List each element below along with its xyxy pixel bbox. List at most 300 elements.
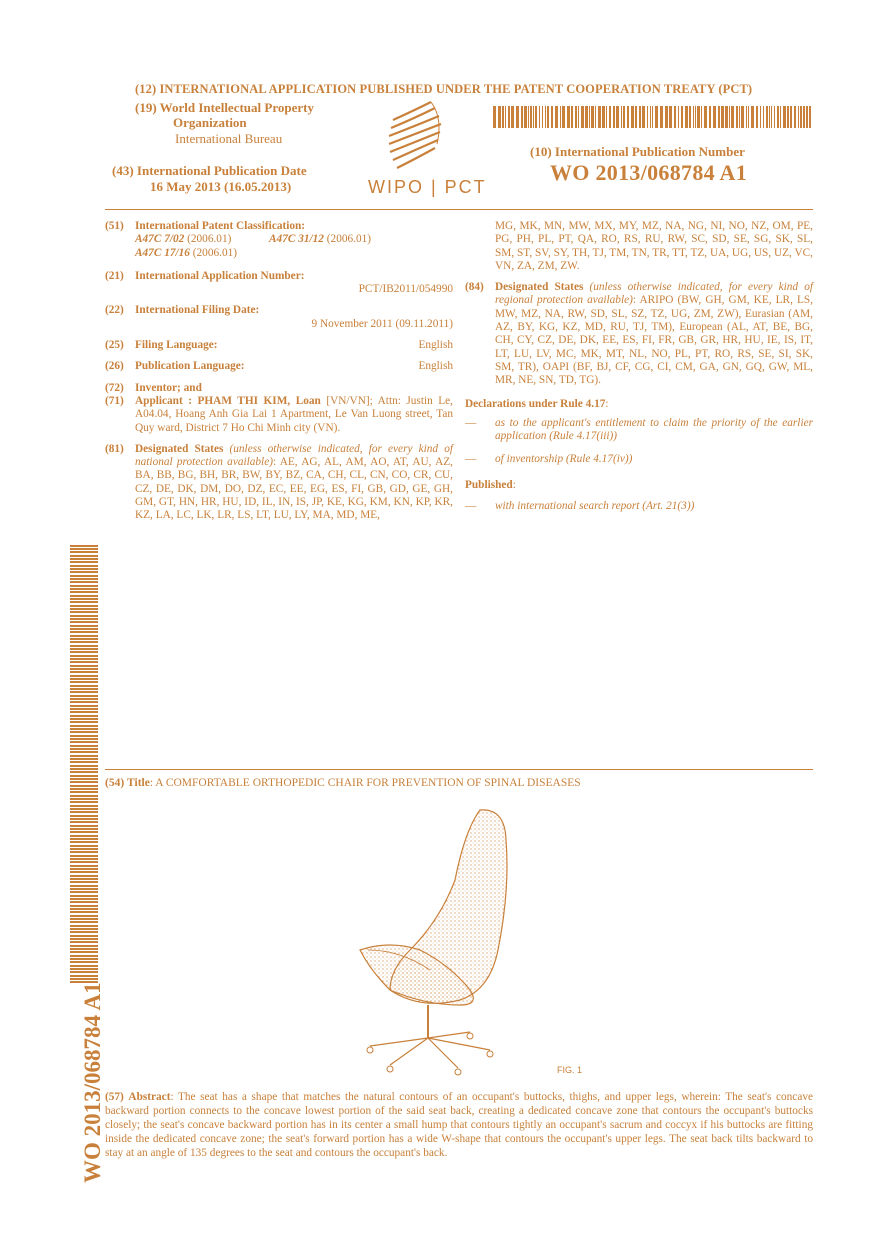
barcode-bar bbox=[806, 106, 808, 128]
applicant-name: Applicant : PHAM THI KIM, Loan bbox=[135, 394, 321, 407]
barcode-bar bbox=[748, 106, 749, 128]
barcode-bar bbox=[695, 106, 696, 128]
dash-bullet: — bbox=[465, 416, 477, 429]
field-number: (21) bbox=[105, 269, 124, 282]
barcode-bar bbox=[70, 608, 98, 610]
barcode-bar bbox=[70, 578, 98, 580]
barcode-bar bbox=[70, 888, 98, 890]
field-72 bbox=[105, 382, 453, 395]
barcode-bar bbox=[70, 625, 98, 627]
dash-bullet: — bbox=[465, 500, 477, 513]
barcode-bar bbox=[70, 951, 98, 953]
field-label: International Application Number: bbox=[135, 269, 305, 282]
barcode-bar bbox=[674, 106, 676, 128]
field-number: (81) bbox=[105, 442, 124, 455]
field-note: (unless otherwise indicated, for every kind of regional protection available) bbox=[495, 281, 813, 307]
barcode-bar bbox=[70, 815, 98, 817]
barcode-bar bbox=[70, 788, 98, 790]
barcode-bar bbox=[70, 948, 98, 950]
barcode-bar bbox=[70, 565, 98, 567]
barcode-bar bbox=[606, 106, 607, 128]
barcode-bar bbox=[589, 106, 590, 128]
barcode-bar bbox=[70, 965, 98, 967]
barcode-bar bbox=[780, 106, 781, 128]
barcode-bar bbox=[70, 978, 98, 980]
declaration-item bbox=[465, 417, 813, 444]
barcode-bar bbox=[70, 851, 98, 853]
barcode-bar bbox=[70, 898, 98, 900]
barcode-bar bbox=[528, 106, 529, 128]
publication-number: WO 2013/068784 A1 bbox=[550, 160, 747, 185]
barcode-bar bbox=[771, 106, 772, 128]
barcode-bar bbox=[70, 595, 98, 597]
barcode-bar bbox=[70, 841, 98, 843]
barcode-bar bbox=[508, 106, 510, 128]
barcode-bar bbox=[70, 631, 98, 633]
barcode-bar bbox=[70, 751, 98, 753]
field-number: (72) bbox=[105, 381, 124, 394]
barcode-bar bbox=[595, 106, 596, 128]
barcode-bar bbox=[539, 106, 540, 128]
barcode-bar bbox=[70, 808, 98, 810]
barcode-bar bbox=[665, 106, 668, 128]
barcode-bar bbox=[70, 585, 98, 587]
barcode-bar bbox=[718, 106, 720, 128]
barcode-bar bbox=[575, 106, 577, 128]
barcode-bar bbox=[609, 106, 611, 128]
barcode-bar bbox=[70, 975, 98, 977]
barcode-bar bbox=[70, 805, 98, 807]
barcode-bar bbox=[70, 701, 98, 703]
national-states-list: : AE, AG, AL, AM, AO, AT, AU, AZ, BA, BB, BG, BH, BR, BW, BY, BZ, CA, CH, CL, CN, CO, CR, CU, CZ, DE, DK, DM, DO, DZ, EC, EE, EG, ES, FI, GB, GD, GE, GH, GM, GT, HN, HR, HU, ID, IL, IN, IS, JP, KE, KG, KM, KN, KP, KR, KZ, LA, LC, LK, LR, LS, LT, LU, LY, MA, MD, ME, bbox=[135, 456, 453, 522]
barcode-bar bbox=[635, 106, 637, 128]
barcode-bar bbox=[70, 678, 98, 680]
ipc-year: (2006.01) bbox=[326, 233, 372, 246]
field-26 bbox=[105, 360, 453, 373]
barcode-bar bbox=[70, 928, 98, 930]
barcode-bar bbox=[70, 555, 98, 557]
barcode-bar bbox=[70, 918, 98, 920]
barcode-bar bbox=[591, 106, 594, 128]
barcode-bar bbox=[70, 968, 98, 970]
title-number: (54) bbox=[105, 777, 125, 789]
barcode-bar bbox=[685, 106, 688, 128]
barcode-bar bbox=[627, 106, 629, 128]
barcode-bar bbox=[613, 106, 615, 128]
barcode-bar bbox=[787, 106, 789, 128]
barcode-bar bbox=[70, 715, 98, 717]
field-71 bbox=[105, 395, 453, 435]
barcode-bar bbox=[524, 106, 527, 128]
field-label: Filing Language: bbox=[135, 339, 218, 352]
barcode-bar bbox=[70, 601, 98, 603]
barcode-bar bbox=[70, 885, 98, 887]
ipc-code: A47C 7/02 bbox=[135, 233, 185, 246]
barcode-bar bbox=[70, 931, 98, 933]
application-number: PCT/IB2011/054990 bbox=[358, 283, 453, 296]
barcode-bar bbox=[70, 915, 98, 917]
barcode-bar bbox=[798, 106, 799, 128]
barcode-bar bbox=[800, 106, 802, 128]
field-21 bbox=[105, 270, 453, 297]
publication-language: English bbox=[418, 360, 453, 373]
bureau-name: International Bureau bbox=[175, 131, 283, 146]
barcode-bar bbox=[70, 708, 98, 710]
barcode-bar bbox=[70, 835, 98, 837]
published-label: Published bbox=[465, 478, 513, 491]
barcode-bar bbox=[621, 106, 622, 128]
barcode-bar bbox=[689, 106, 691, 128]
barcode-bar bbox=[766, 106, 768, 128]
barcode-bar bbox=[678, 106, 679, 128]
barcode-bar bbox=[70, 871, 98, 873]
barcode-bar bbox=[70, 551, 98, 553]
figure-caption: FIG. 1 bbox=[557, 1065, 583, 1075]
barcode-bar bbox=[70, 748, 98, 750]
published-heading bbox=[465, 479, 813, 492]
barcode-bar bbox=[729, 106, 730, 128]
barcode-bar bbox=[70, 598, 98, 600]
barcode-bar bbox=[70, 768, 98, 770]
barcode-bar bbox=[70, 575, 98, 577]
bibliographic-left-column bbox=[105, 220, 453, 529]
organization-name bbox=[135, 100, 314, 130]
barcode-bar bbox=[70, 731, 98, 733]
field-25 bbox=[105, 339, 453, 352]
barcode-bar bbox=[763, 106, 764, 128]
barcode-bar bbox=[70, 645, 98, 647]
barcode-bar bbox=[70, 958, 98, 960]
published-text: with international search report (Art. 21(3)) bbox=[495, 500, 695, 513]
field-label: Designated States bbox=[495, 281, 584, 294]
barcode-bar bbox=[70, 581, 98, 583]
barcode-bar bbox=[70, 938, 98, 940]
barcode-bar bbox=[70, 638, 98, 640]
barcode-bar bbox=[70, 895, 98, 897]
title-text: : A COMFORTABLE ORTHOPEDIC CHAIR FOR PREVENTION OF SPINAL DISEASES bbox=[149, 777, 581, 789]
barcode-bar bbox=[631, 106, 634, 128]
barcode-bar bbox=[70, 891, 98, 893]
barcode-bar bbox=[70, 568, 98, 570]
barcode-bar bbox=[652, 106, 653, 128]
barcode-bar bbox=[809, 106, 811, 128]
barcode-bar bbox=[493, 106, 496, 128]
barcode-bar bbox=[70, 828, 98, 830]
barcode-bar bbox=[655, 106, 658, 128]
regional-states-list: : ARIPO (BW, GH, GM, KE, LR, LS, MW, MZ, NA, RW, SD, SL, SZ, TZ, UG, ZM, ZW), Eurasian (AM, AZ, BY, KG, KZ, MD, RU, TJ, TM), European (AL, AT, BE, BG, CH, CY, CZ, DE, DK, EE, ES, FI, FR, GB, GR, HR, HU, IE, IS, IT, LT, LU, LV, MC, MK, MT, NL, NO, PL, PT, RO, RS, SE, SI, SK, SM, TR), OAPI (BF, BJ, CF, CG, CI, CM, GA, GN, GQ, GW, ML, MR, NE, SN, TD, TG). bbox=[495, 294, 814, 387]
barcode-bar bbox=[70, 685, 98, 687]
barcode-bar bbox=[777, 106, 779, 128]
barcode-bar bbox=[70, 728, 98, 730]
barcode-bar bbox=[731, 106, 734, 128]
barcode-bar bbox=[70, 738, 98, 740]
applicant-address: [VN/VN]; Attn: Justin Le, A04.04, Hoang Anh Gia Lai 1 Apartment, Le Van Luong street, Tan Quy ward, District 7 Ho Chi Minh city (VN). bbox=[135, 394, 453, 434]
declarations-heading bbox=[465, 398, 813, 411]
barcode-bar bbox=[562, 106, 565, 128]
declaration-item bbox=[465, 453, 813, 466]
barcode-bar bbox=[704, 106, 707, 128]
wipo-globe-logo bbox=[385, 98, 445, 176]
barcode-bar bbox=[736, 106, 738, 128]
barcode-bar bbox=[533, 106, 534, 128]
barcode-bar bbox=[783, 106, 786, 128]
document-type-heading: (12) INTERNATIONAL APPLICATION PUBLISHED UNDER THE PATENT COOPERATION TREATY (PCT) bbox=[135, 82, 753, 96]
barcode-bar bbox=[70, 628, 98, 630]
barcode-bar bbox=[70, 651, 98, 653]
barcode-bar bbox=[70, 818, 98, 820]
barcode-bar bbox=[70, 811, 98, 813]
barcode-bar bbox=[70, 778, 98, 780]
barcode-bar bbox=[70, 661, 98, 663]
barcode-bar bbox=[70, 825, 98, 827]
barcode-bar bbox=[70, 911, 98, 913]
barcode-bar bbox=[516, 106, 519, 128]
barcode-bar bbox=[70, 621, 98, 623]
barcode-bar bbox=[542, 106, 543, 128]
barcode-bar bbox=[70, 855, 98, 857]
barcode-bar bbox=[725, 106, 728, 128]
barcode-bar bbox=[498, 106, 501, 128]
field-label: Publication Language: bbox=[135, 360, 245, 373]
bibliographic-right-column bbox=[465, 220, 813, 513]
barcode-bar bbox=[70, 868, 98, 870]
barcode-bar bbox=[70, 745, 98, 747]
field-number: (51) bbox=[105, 220, 124, 232]
field-label: Designated States bbox=[135, 442, 224, 455]
barcode-bar bbox=[511, 106, 514, 128]
barcode-bar bbox=[616, 106, 619, 128]
barcode-bar bbox=[70, 785, 98, 787]
field-81 bbox=[105, 443, 453, 523]
barcode-bar bbox=[70, 641, 98, 643]
barcode-bar bbox=[721, 106, 724, 128]
barcode-bar bbox=[560, 106, 561, 128]
barcode-bar bbox=[70, 741, 98, 743]
published-colon: : bbox=[512, 478, 516, 491]
field-label: International Filing Date: bbox=[135, 304, 260, 317]
invention-title bbox=[105, 777, 581, 789]
declaration-text: of inventorship (Rule 4.17(iv)) bbox=[495, 453, 633, 466]
barcode-bar bbox=[571, 106, 573, 128]
barcode-bar bbox=[70, 668, 98, 670]
barcode-bar bbox=[70, 665, 98, 667]
barcode-bar bbox=[70, 771, 98, 773]
barcode-bar bbox=[70, 935, 98, 937]
barcode-bar bbox=[505, 106, 506, 128]
ipc-code: A47C 17/16 bbox=[135, 246, 190, 259]
barcode-bar bbox=[567, 106, 570, 128]
barcode-bar bbox=[70, 675, 98, 677]
barcode-bar bbox=[70, 821, 98, 823]
barcode-bar bbox=[530, 106, 532, 128]
barcode-bar bbox=[790, 106, 792, 128]
publication-barcode bbox=[493, 106, 811, 128]
barcode-bar bbox=[70, 705, 98, 707]
field-number: (71) bbox=[105, 394, 124, 407]
barcode-bar bbox=[70, 648, 98, 650]
publication-number-label: (10) International Publication Number bbox=[530, 144, 745, 159]
barcode-bar bbox=[602, 106, 605, 128]
barcode-bar bbox=[746, 106, 747, 128]
org-line-2: Organization bbox=[173, 115, 247, 130]
barcode-bar bbox=[70, 721, 98, 723]
barcode-bar bbox=[555, 106, 558, 128]
barcode-bar bbox=[70, 658, 98, 660]
barcode-bar bbox=[521, 106, 523, 128]
barcode-bar bbox=[70, 711, 98, 713]
barcode-bar bbox=[547, 106, 549, 128]
field-label: Inventor; and bbox=[135, 381, 202, 394]
barcode-bar bbox=[70, 861, 98, 863]
publication-date-label: (43) International Publication Date bbox=[112, 163, 307, 178]
barcode-bar bbox=[70, 761, 98, 763]
chair-figure bbox=[330, 800, 550, 1080]
barcode-bar bbox=[769, 106, 770, 128]
abstract-number: (57) bbox=[105, 1091, 124, 1103]
barcode-bar bbox=[70, 735, 98, 737]
barcode-bar bbox=[70, 838, 98, 840]
field-22 bbox=[105, 304, 453, 331]
barcode-bar bbox=[70, 755, 98, 757]
barcode-bar bbox=[70, 615, 98, 617]
barcode-bar bbox=[70, 758, 98, 760]
barcode-bar bbox=[660, 106, 663, 128]
barcode-bar bbox=[70, 655, 98, 657]
field-number: (84) bbox=[465, 281, 484, 294]
declarations-colon: : bbox=[605, 397, 609, 410]
barcode-bar bbox=[70, 905, 98, 907]
abstract-label: Abstract bbox=[128, 1091, 171, 1103]
barcode-bar bbox=[70, 781, 98, 783]
barcode-bar bbox=[70, 901, 98, 903]
barcode-bar bbox=[70, 611, 98, 613]
barcode-bar bbox=[70, 698, 98, 700]
barcode-bar bbox=[70, 961, 98, 963]
barcode-bar bbox=[70, 881, 98, 883]
barcode-bar bbox=[70, 605, 98, 607]
barcode-bar bbox=[70, 588, 98, 590]
barcode-bar bbox=[794, 106, 796, 128]
barcode-bar bbox=[70, 848, 98, 850]
barcode-bar bbox=[739, 106, 740, 128]
barcode-bar bbox=[70, 548, 98, 550]
barcode-bar bbox=[760, 106, 761, 128]
barcode-bar bbox=[535, 106, 537, 128]
barcode-bar bbox=[70, 845, 98, 847]
barcode-bar bbox=[751, 106, 754, 128]
side-barcode bbox=[70, 545, 98, 985]
barcode-bar bbox=[70, 688, 98, 690]
barcode-bar bbox=[545, 106, 546, 128]
barcode-bar bbox=[642, 106, 645, 128]
barcode-bar bbox=[70, 635, 98, 637]
barcode-bar bbox=[70, 921, 98, 923]
barcode-bar bbox=[647, 106, 648, 128]
barcode-bar bbox=[70, 591, 98, 593]
barcode-bar bbox=[70, 791, 98, 793]
field-number: (26) bbox=[105, 360, 124, 373]
title-label: Title bbox=[127, 777, 150, 789]
barcode-bar bbox=[741, 106, 744, 128]
abstract bbox=[105, 1090, 813, 1160]
barcode-bar bbox=[70, 725, 98, 727]
national-states-continued: MG, MK, MN, MW, MX, MY, MZ, NA, NG, NI, NO, NZ, OM, PE, PG, PH, PL, PT, QA, RO, RS, RU, RW, SC, SD, SE, SG, SK, SL, SM, ST, SV, SY, TH, TJ, TM, TN, TR, TT, TZ, UA, UG, US, UZ, VC, VN, ZA, ZM, ZW. bbox=[495, 220, 813, 272]
barcode-bar bbox=[70, 801, 98, 803]
barcode-bar bbox=[70, 875, 98, 877]
field-84 bbox=[465, 281, 813, 387]
barcode-bar bbox=[70, 571, 98, 573]
barcode-bar bbox=[70, 908, 98, 910]
side-publication-number: WO 2013/068784 A1 bbox=[80, 982, 105, 1183]
barcode-bar bbox=[70, 545, 98, 547]
barcode-bar bbox=[70, 858, 98, 860]
barcode-bar bbox=[70, 795, 98, 797]
classification-list bbox=[105, 233, 453, 260]
declarations-label: Declarations under Rule 4.17 bbox=[465, 397, 606, 410]
ipc-code: A47C 31/12 bbox=[269, 233, 324, 246]
published-item bbox=[465, 500, 813, 513]
publication-date: 16 May 2013 (16.05.2013) bbox=[150, 179, 292, 194]
field-number: (22) bbox=[105, 304, 124, 317]
barcode-bar bbox=[70, 691, 98, 693]
barcode-bar bbox=[70, 798, 98, 800]
barcode-bar bbox=[697, 106, 700, 128]
field-number: (25) bbox=[105, 339, 124, 352]
barcode-bar bbox=[756, 106, 758, 128]
barcode-bar bbox=[681, 106, 683, 128]
barcode-bar bbox=[502, 106, 504, 128]
filing-language: English bbox=[418, 339, 453, 352]
barcode-bar bbox=[578, 106, 579, 128]
barcode-bar bbox=[598, 106, 601, 128]
wipo-pct-wordmark: WIPO | PCT bbox=[368, 177, 487, 197]
org-line-1: (19) World Intellectual Property bbox=[135, 100, 314, 115]
barcode-bar bbox=[70, 671, 98, 673]
barcode-bar bbox=[581, 106, 584, 128]
barcode-bar bbox=[70, 971, 98, 973]
ipc-year: (2006.01) bbox=[187, 233, 232, 246]
declaration-text: as to the applicant's entitlement to claim the priority of the earlier application (Rule 4.17(iii)) bbox=[495, 416, 813, 443]
filing-date: 9 November 2011 (09.11.2011) bbox=[311, 317, 453, 330]
ipc-year: (2006.01) bbox=[192, 246, 238, 259]
barcode-bar bbox=[70, 878, 98, 880]
barcode-bar bbox=[709, 106, 711, 128]
barcode-bar bbox=[70, 765, 98, 767]
barcode-bar bbox=[650, 106, 651, 128]
barcode-bar bbox=[551, 106, 553, 128]
abstract-text: : The seat has a shape that matches the natural contours of an occupant's buttocks, thighs, and upper legs, wherein: The seat's concave backward portion connects to the concave lowest portion of the said seat back, creating a dedicated concave zone that contours the occupant's buttocks closely; the seat's concave backward portion has in its center a small hump that contours tightly an occupant's sacrum and coccyx if his buttocks are fitting inside the dedicated concave zone; the seat's forward portion has a wide W-shape that contours the occupant's upper legs. The seat back tilts backward to stay at an angle of 135 degrees to the seat and contours the occupant's back. bbox=[105, 1091, 813, 1159]
barcode-bar bbox=[70, 945, 98, 947]
barcode-bar bbox=[585, 106, 588, 128]
field-label: International Patent Classification: bbox=[135, 220, 306, 232]
barcode-bar bbox=[713, 106, 716, 128]
barcode-bar bbox=[803, 106, 805, 128]
dash-bullet: — bbox=[465, 453, 477, 466]
barcode-bar bbox=[623, 106, 625, 128]
header-divider bbox=[105, 209, 813, 210]
barcode-bar bbox=[70, 865, 98, 867]
barcode-bar bbox=[70, 941, 98, 943]
barcode-bar bbox=[70, 618, 98, 620]
barcode-bar bbox=[70, 681, 98, 683]
barcode-bar bbox=[639, 106, 641, 128]
field-note: (unless otherwise indicated, for every kind of national protection available) bbox=[135, 442, 453, 469]
barcode-bar bbox=[70, 831, 98, 833]
title-divider bbox=[105, 769, 813, 770]
barcode-bar bbox=[669, 106, 672, 128]
barcode-bar bbox=[701, 106, 702, 128]
barcode-bar bbox=[70, 955, 98, 957]
